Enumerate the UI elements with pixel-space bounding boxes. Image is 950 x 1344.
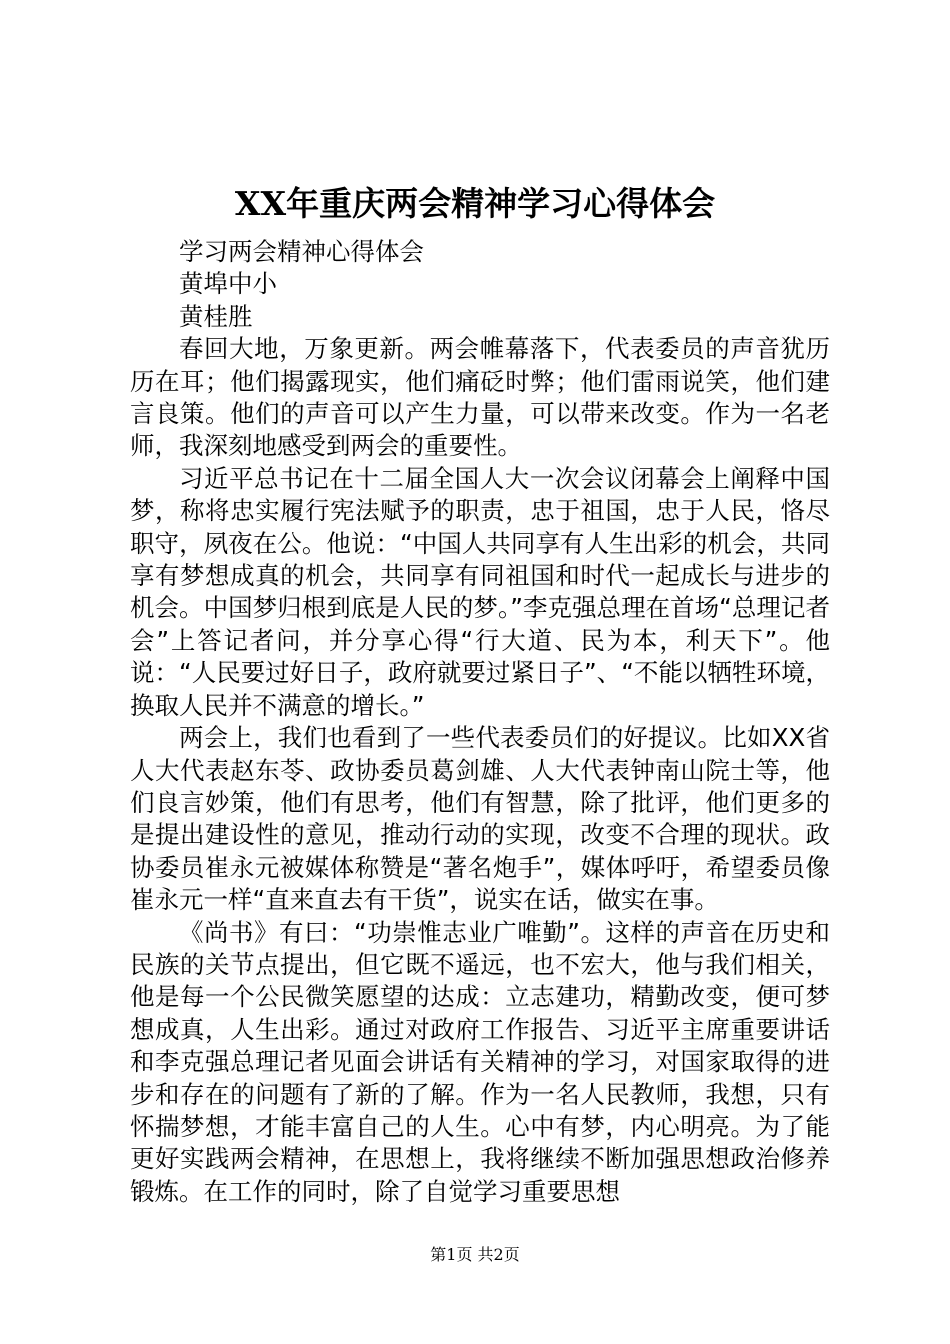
school-line: 黄埠中小 [179,269,277,299]
author-line: 黄桂胜 [179,301,253,331]
page-footer: 第1页 共2页 [430,1245,520,1264]
paragraph-3: 两会上，我们也看到了一些代表委员们的好提议。比如XX省人大代表赵东苓、政协委员葛剑雄、人大代表钟南山院士等，他们良言妙策，他们有思考，他们有智慧，除了批评，他们更多的是提出建设性的意见，推动行动的实现，改变不合理的现状。政协委员崔永元被媒体称赞是“著名炮手”，媒体呼吁，希望委员像崔永元一样“直来直去有干货”，说实在话，做实在事。 [130,723,830,915]
paragraph-1: 春回大地，万象更新。两会帷幕落下，代表委员的声音犹历历在耳；他们揭露现实，他们痛砭时弊；他们雷雨说笑，他们建言良策。他们的声音可以产生力量，可以带来改变。作为一名老师，我深刻地感受到两会的重要性。 [130,334,830,461]
document-body [130,236,830,1208]
paragraph-4: 《尚书》有曰：“功崇惟志业广唯勤”。这样的声音在历史和民族的关节点提出，但它既不遥远，也不宏大，他与我们相关，他是每一个公民微笑愿望的达成：立志建功，精勤改变，便可梦想成真，人生出彩。通过对政府工作报告、习近平主席重要讲话和李克强总理记者见面会讲话有关精神的学习，对国家取得的进步和存在的问题有了新的了解。作为一名人民教师，我想，只有怀揣梦想，才能丰富自己的人生。心中有梦，内心明亮。为了能更好实践两会精神，在思想上，我将继续不断加强思想政治修养锻炼。在工作的同时，除了自觉学习重要思想 [130,917,830,1206]
document-title: XX年重庆两会精神学习心得体会 [234,184,716,223]
subtitle-line: 学习两会精神心得体会 [179,237,424,266]
paragraph-2: 习近平总书记在十二届全国人大一次会议闭幕会上阐释中国梦，称将忠实履行宪法赋予的职责，忠于祖国，忠于人民，恪尽职守，夙夜在公。他说：“中国人共同享有人生出彩的机会，共同享有梦想成真的机会，共同享有同祖国和时代一起成长与进步的机会。中国梦归根到底是人民的梦。”李克强总理在首场“总理记者会”上答记者问，并分享心得“行大道、民为本，利天下”。他说：“人民要过好日子，政府就要过紧日子”、“不能以牺牲环境，换取人民并不满意的增长。” [130,463,830,720]
